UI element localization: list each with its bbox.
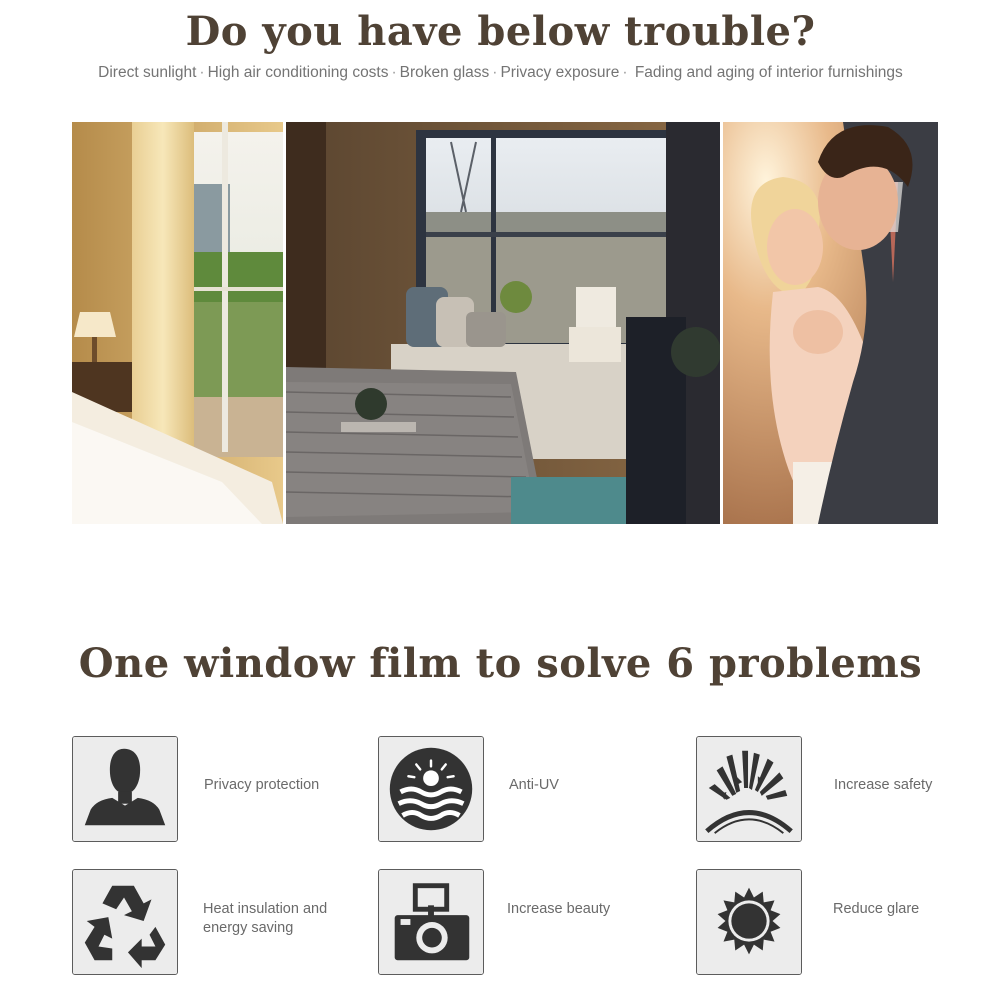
- recycle-icon: [73, 870, 177, 974]
- heat-insulation-tile: [72, 869, 178, 975]
- anti-uv-label: Anti-UV: [509, 777, 559, 793]
- trouble-list: [0, 64, 1001, 82]
- couple-embrace-photo: [723, 122, 938, 524]
- privacy-tile: [72, 736, 178, 842]
- separator: ·: [391, 64, 397, 81]
- solutions-title: One window film to solve 6 problems: [78, 640, 923, 687]
- heat-insulation-label-line2: energy saving: [203, 920, 294, 936]
- sun-badge-icon: [697, 870, 801, 974]
- safety-label: Increase safety: [834, 777, 933, 793]
- safety-tile: [696, 736, 802, 842]
- glare-label: Reduce glare: [833, 901, 920, 917]
- anti-uv-tile: [378, 736, 484, 842]
- separator: ·: [199, 64, 205, 81]
- heat-insulation-label-line1: Heat insulation and: [203, 901, 328, 917]
- beauty-label: Increase beauty: [507, 901, 611, 917]
- trouble-item: Broken glass: [399, 64, 490, 81]
- glare-tile: [696, 869, 802, 975]
- person-silhouette-icon: [73, 737, 177, 841]
- trouble-item: High air conditioning costs: [207, 64, 389, 81]
- beauty-tile: [378, 869, 484, 975]
- separator: ·: [492, 64, 498, 81]
- privacy-label: Privacy protection: [204, 777, 320, 793]
- bedroom-window-view-photo: [286, 122, 720, 524]
- trouble-item: Fading and aging of interior furnishings: [634, 64, 903, 81]
- shattered-glass-icon: [697, 737, 801, 841]
- sunlit-bedroom-photo: [72, 122, 283, 524]
- separator: ·: [622, 64, 628, 81]
- camera-icon: [379, 870, 483, 974]
- trouble-item: Direct sunlight: [98, 64, 197, 81]
- page-title: Do you have below trouble?: [185, 8, 816, 55]
- sun-waves-icon: [379, 737, 483, 841]
- heat-insulation-label: [203, 900, 327, 938]
- trouble-item: Privacy exposure: [500, 64, 620, 81]
